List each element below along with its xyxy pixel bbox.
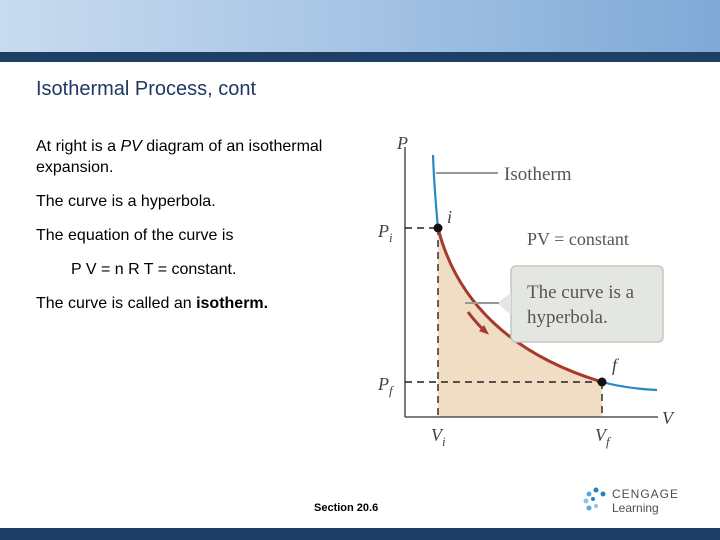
p1-text-b: diagram of an isothermal expansion. <box>36 138 323 176</box>
state-f-label: f <box>612 355 618 375</box>
callout-pointer <box>497 293 511 315</box>
header-strip <box>0 52 720 62</box>
isotherm-lower-tail <box>602 382 657 390</box>
equation-label: PV = constant <box>527 229 629 249</box>
p-f-label: $P_f$ <box>378 374 393 398</box>
slide-body <box>36 136 336 327</box>
body-paragraph-2: The curve is a hyperbola. <box>36 193 216 210</box>
cengage-mark-icon <box>582 486 610 514</box>
body-equation: P V = n R T = constant. <box>71 261 237 278</box>
v-axis-label: V <box>662 408 673 428</box>
section-label: Section 20.6 <box>314 502 379 514</box>
footer-band <box>0 528 720 540</box>
p5-text: The curve is called an <box>36 295 197 312</box>
state-i-label: i <box>447 207 453 227</box>
p-axis-label: P <box>397 133 408 153</box>
v-f-label: $V_f$ <box>595 425 610 449</box>
isotherm-label: Isotherm <box>504 164 572 185</box>
body-paragraph-3: The equation of the curve is <box>36 227 234 244</box>
callout-box <box>511 266 663 342</box>
state-f-point <box>598 378 607 387</box>
p5-strong: isotherm. <box>196 295 269 312</box>
pv-diagram <box>365 125 700 460</box>
callout-text-line2: hyperbola. <box>527 307 608 328</box>
state-i-point <box>434 224 443 233</box>
callout-text-line1: The curve is a <box>527 282 635 303</box>
p1-emphasis: PV <box>120 138 142 155</box>
v-i-label: $V_i$ <box>431 425 446 449</box>
logo-text-learning: Learning <box>612 501 659 515</box>
cengage-logo <box>582 484 692 518</box>
body-paragraph-5 <box>36 293 336 314</box>
slide-title: Isothermal Process, cont <box>36 78 257 100</box>
p-i-label: $P_i$ <box>378 221 393 245</box>
logo-text-cengage: CENGAGE <box>612 487 680 501</box>
p1-text-a: At right is a <box>36 138 121 155</box>
body-paragraph-1 <box>36 136 336 178</box>
isotherm-upper-tail <box>433 155 438 228</box>
